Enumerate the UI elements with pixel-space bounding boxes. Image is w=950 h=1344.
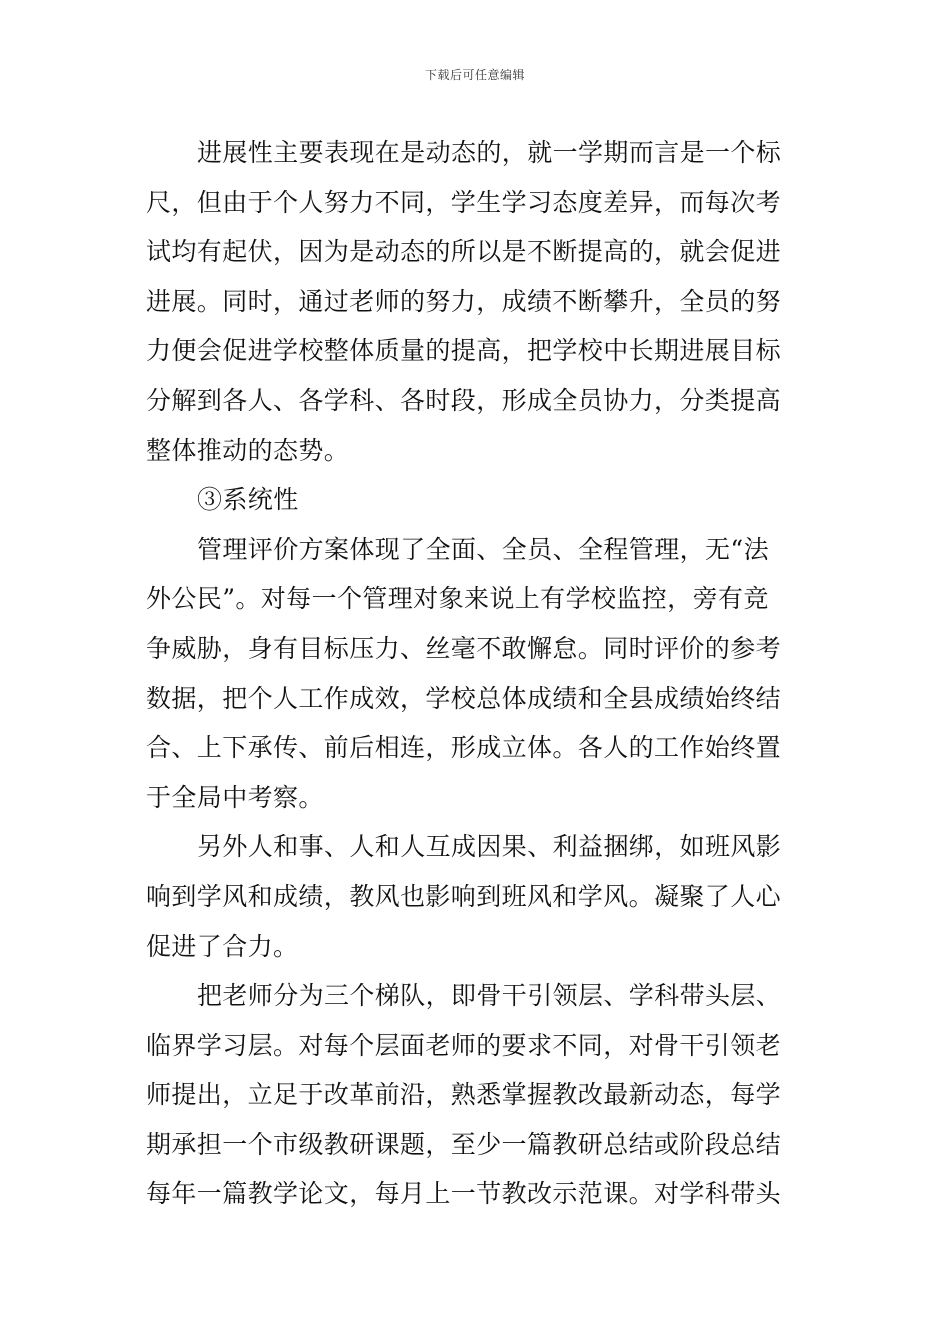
text-line: 外公民”。对每一个管理对象来说上有学校监控，旁有竞: [146, 584, 769, 614]
text-line: 进展。同时，通过老师的努力，成绩不断攀升，全员的努: [146, 286, 782, 316]
page-header: 下载后可任意编辑: [424, 68, 525, 82]
text-line: 力便会促进学校整体质量的提高，把学校中长期进展目标: [146, 336, 782, 366]
text-line: 促进了合力。: [146, 931, 299, 961]
text-line: 于全局中考察。: [146, 782, 324, 812]
section-heading: ③系统性: [197, 485, 299, 515]
text-line: 把老师分为三个梯队，即骨干引领层、学科带头层、: [197, 981, 782, 1011]
document-body: [146, 128, 808, 1219]
text-line: 试均有起伏，因为是动态的所以是不断提高的，就会促进: [146, 237, 782, 267]
text-line: 整体推动的态势。: [146, 435, 350, 465]
text-line: 另外人和事、人和人互成因果、利益捆绑，如班风影: [197, 832, 782, 862]
text-line: 分解到各人、各学科、各时段，形成全员协力，分类提高: [146, 385, 782, 415]
text-line: 数据，把个人工作成效，学校总体成绩和全县成绩始终结: [146, 683, 782, 713]
text-line: 临界学习层。对每个层面老师的要求不同，对骨干引领老: [146, 1030, 782, 1060]
text-line: 师提出，立足于改革前沿，熟悉掌握教改最新动态，每学: [146, 1080, 782, 1110]
text-line: 尺，但由于个人努力不同，学生学习态度差异，而每次考: [146, 187, 782, 217]
text-line: 管理评价方案体现了全面、全员、全程管理，无“法: [197, 534, 769, 564]
text-line: 进展性主要表现在是动态的，就一学期而言是一个标: [197, 138, 782, 167]
text-line: 响到学风和成绩，教风也影响到班风和学风。凝聚了人心: [146, 881, 782, 911]
text-line: 合、上下承传、前后相连，形成立体。各人的工作始终置: [146, 733, 782, 763]
text-line: 争威胁，身有目标压力、丝毫不敢懈怠。同时评价的参考: [146, 633, 782, 663]
text-line: 每年一篇教学论文，每月上一节教改示范课。对学科带头: [146, 1179, 782, 1209]
text-line: 期承担一个市级教研课题，至少一篇教研总结或阶段总结: [146, 1129, 782, 1159]
